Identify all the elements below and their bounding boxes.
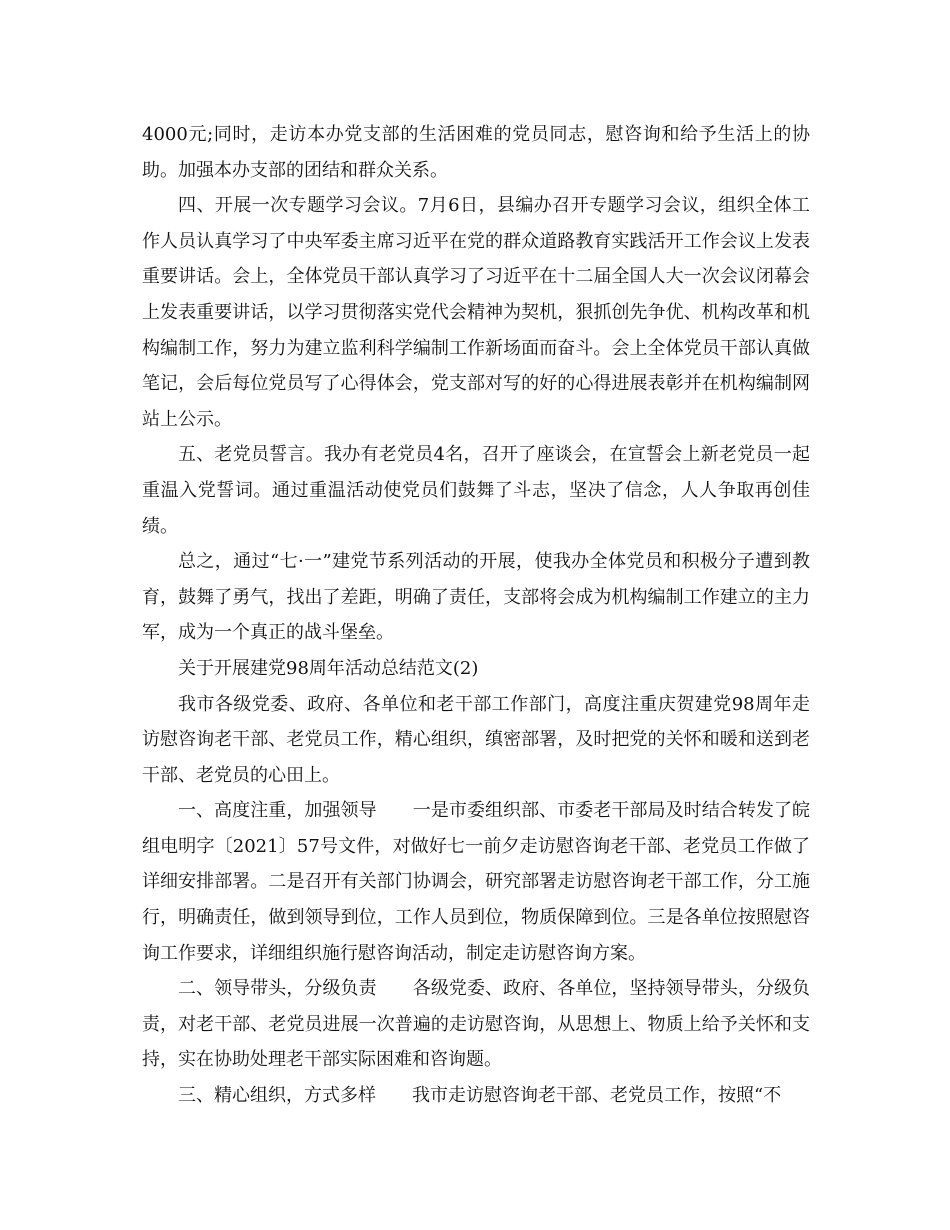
- paragraph-point-three: 三、精心组织，方式多样 我市走访慰咨询老干部、老党员工作，按照“不: [178, 1085, 782, 1107]
- paragraph-section-five: 五、老党员誓言。我办有老党员4名，召开了座谈会，在宣誓会上新老党员一起重温入党誓词。通过重温活动使党员们鼓舞了斗志，坚决了信念，人人争取再创佳绩。: [142, 444, 810, 537]
- paragraph-continuation: 4000元;同时，走访本办党支部的生活困难的党员同志，慰咨询和给予生活上的协助。加强本办支部的团结和群众关系。: [142, 124, 810, 181]
- paragraph-summary: 总之，通过“七·一”建党节系列活动的开展，使我办全体党员和积极分子遭到教育，鼓舞了勇气，找出了差距，明确了责任，支部将会成为机构编制工作建立的主力军，成为一个真正的战斗堡垒。: [142, 551, 810, 644]
- paragraph-intro-2: 我市各级党委、政府、各单位和老干部工作部门，高度注重庆贺建党98周年走访慰咨询老干部、老党员工作，精心组织，缜密部署，及时把党的关怀和暖和送到老干部、老党员的心田上。: [142, 693, 810, 786]
- paragraph-point-two: 二、领导带头，分级负责 各级党委、政府、各单位，坚持领导带头，分级负责，对老干部、老党员进展一次普遍的走访慰咨询，从思想上、物质上给予关怀和支持，实在协助处理老干部实际困难和咨询题。: [142, 978, 810, 1071]
- paragraph-section-four: 四、开展一次专题学习会议。7月6日，县编办召开专题学习会议，组织全体工作人员认真学习了中央军委主席习近平在党的群众道路教育实践活开工作会议上发表重要讲话。会上，全体党员干部认真学习了习近平在十二届全国人大一次会议闭幕会上发表重要讲话，以学习贯彻落实党代会精神为契机，狠抓创先争优、机构改革和机构编制工作，努力为建立监利科学编制工作新场面而奋斗。会上全体党员干部认真做笔记，会后每位党员写了心得体会，党支部对写的好的心得进展表彰并在机构编制网站上公示。: [142, 195, 810, 430]
- paragraph-point-one: 一、高度注重，加强领导 一是市委组织部、市委老干部局及时结合转发了皖组电明字〔2021〕57号文件，对做好七一前夕走访慰咨询老干部、老党员工作做了详细安排部署。二是召开有关部门协调会，研究部署走访慰咨询老干部工作，分工施行，明确责任，做到领导到位，工作人员到位，物质保障到位。三是各单位按照慰咨询工作要求，详细组织施行慰咨询活动，制定走访慰咨询方案。: [142, 800, 810, 964]
- document-page: [142, 117, 810, 1114]
- section-title-2: 关于开展建党98周年活动总结范文(2): [178, 657, 479, 679]
